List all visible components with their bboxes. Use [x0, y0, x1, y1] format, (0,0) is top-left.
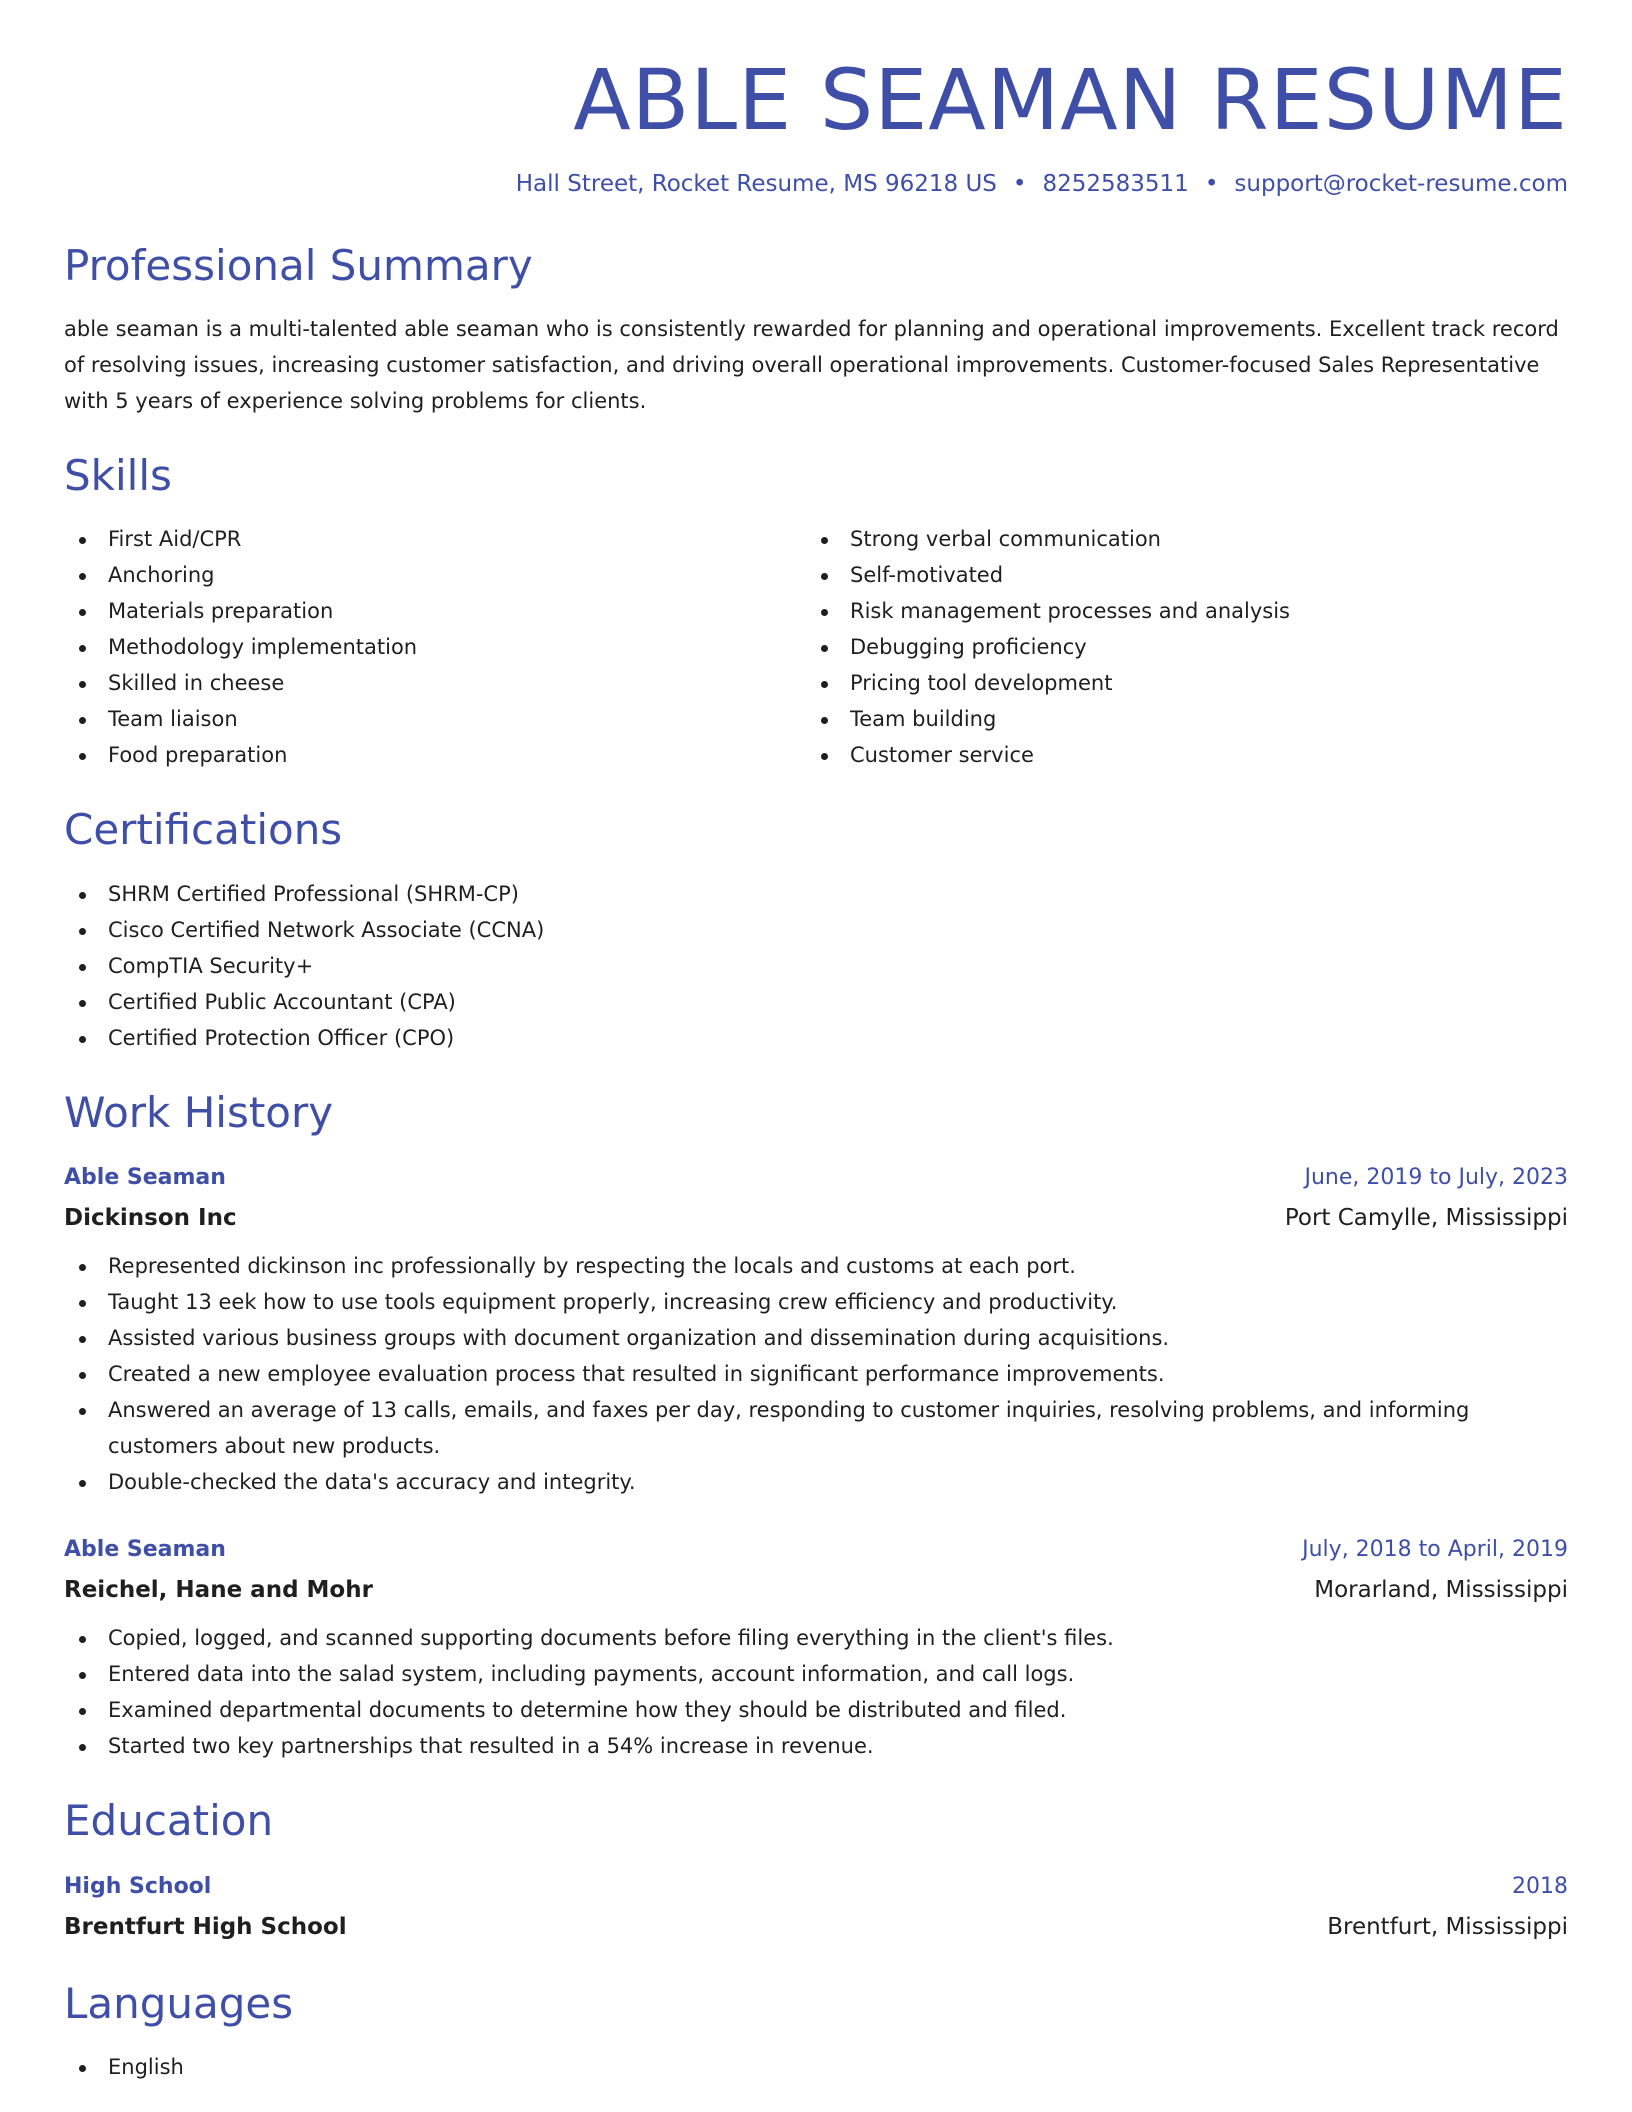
certifications-list: [64, 876, 1568, 1056]
job-bullet: Created a new employee evaluation process that resulted in significant performance improvements.: [64, 1356, 1568, 1392]
languages-heading: Languages: [64, 1978, 294, 2028]
certification-item: CompTIA Security+: [64, 948, 1568, 984]
job-company: Dickinson Inc: [64, 1205, 237, 1232]
job-bullet: Entered data into the salad system, including payments, account information, and call logs.: [64, 1656, 1568, 1692]
contact-separator: •: [1204, 170, 1219, 197]
job-bullet: Started two key partnerships that resulted in a 54% increase in revenue.: [64, 1728, 1568, 1764]
skill-item: Risk management processes and analysis: [806, 593, 1548, 629]
job-title: Able Seaman: [64, 1537, 226, 1563]
skill-item: Self-motivated: [806, 557, 1548, 593]
skills-list-left: [64, 521, 806, 773]
job-dates: July, 2018 to April, 2019: [1302, 1537, 1568, 1563]
education-degree: High School: [64, 1873, 212, 1899]
job-company-row: [64, 1198, 1568, 1238]
education-section: [64, 1796, 1568, 1946]
job-title: Able Seaman: [64, 1165, 226, 1191]
skill-item: Pricing tool development: [806, 665, 1548, 701]
education-location: Brentfurt, Mississippi: [1327, 1913, 1568, 1940]
job-bullet: Represented dickinson inc professionally by respecting the locals and customs at each port.: [64, 1248, 1568, 1284]
skill-item: Team building: [806, 701, 1548, 737]
job-entry: [64, 1158, 1568, 1500]
education-school: Brentfurt High School: [64, 1913, 347, 1940]
summary-section: [64, 241, 1568, 419]
certification-item: Cisco Certified Network Associate (CCNA): [64, 912, 1568, 948]
job-bullets: [64, 1248, 1568, 1500]
certifications-section: [64, 805, 1568, 1055]
skill-item: Debugging proficiency: [806, 629, 1548, 665]
skill-item: Team liaison: [64, 701, 806, 737]
contact-phone: 8252583511: [1042, 170, 1189, 197]
job-bullet: Taught 13 eek how to use tools equipment properly, increasing crew efficiency and productivity.: [64, 1284, 1568, 1320]
education-heading: Education: [64, 1796, 274, 1846]
job-bullet: Examined departmental documents to determine how they should be distributed and filed.: [64, 1692, 1568, 1728]
certification-item: SHRM Certified Professional (SHRM-CP): [64, 876, 1568, 912]
education-year: 2018: [1512, 1873, 1568, 1899]
certification-item: Certified Protection Officer (CPO): [64, 1020, 1568, 1056]
work-history-section: [64, 1088, 1568, 1764]
job-location: Morarland, Mississippi: [1314, 1577, 1568, 1604]
contact-line: [64, 171, 1568, 197]
job-company-row: [64, 1570, 1568, 1610]
certifications-heading: Certifications: [64, 805, 343, 855]
summary-heading: Professional Summary: [64, 240, 533, 290]
skills-section: [64, 451, 1568, 773]
contact-address: Hall Street, Rocket Resume, MS 96218 US: [515, 170, 997, 197]
resume-title: ABLE SEAMAN RESUME: [573, 51, 1568, 149]
certification-item: Certified Public Accountant (CPA): [64, 984, 1568, 1020]
skills-grid: [64, 521, 1568, 773]
languages-list: [64, 2049, 1568, 2085]
skill-item: Skilled in cheese: [64, 665, 806, 701]
work-history-heading: Work History: [64, 1087, 334, 1137]
job-header-row: [64, 1158, 1568, 1198]
languages-section: [64, 1979, 1568, 2085]
skill-item: Anchoring: [64, 557, 806, 593]
skill-item: First Aid/CPR: [64, 521, 806, 557]
job-bullet: Answered an average of 13 calls, emails, and faxes per day, responding to customer inquiries, resolving problems, and informing customers about new products.: [64, 1392, 1568, 1464]
skill-item: Materials preparation: [64, 593, 806, 629]
job-dates: June, 2019 to July, 2023: [1304, 1165, 1568, 1191]
contact-email: support@rocket-resume.com: [1234, 170, 1568, 197]
skill-item: Food preparation: [64, 737, 806, 773]
job-bullet: Double-checked the data's accuracy and integrity.: [64, 1464, 1568, 1500]
skill-item: Methodology implementation: [64, 629, 806, 665]
job-bullet: Copied, logged, and scanned supporting documents before filing everything in the client's files.: [64, 1620, 1568, 1656]
education-school-row: [64, 1907, 1568, 1947]
job-company: Reichel, Hane and Mohr: [64, 1577, 373, 1604]
job-bullets: [64, 1620, 1568, 1764]
language-item: English: [64, 2049, 1568, 2085]
education-header-row: [64, 1867, 1568, 1907]
education-entry: [64, 1867, 1568, 1947]
job-bullet: Assisted various business groups with document organization and dissemination during acquisitions.: [64, 1320, 1568, 1356]
skill-item: Customer service: [806, 737, 1548, 773]
skill-item: Strong verbal communication: [806, 521, 1548, 557]
skills-list-right: [806, 521, 1548, 773]
skills-heading: Skills: [64, 450, 172, 500]
job-entry: [64, 1530, 1568, 1764]
contact-separator: •: [1012, 170, 1027, 197]
summary-text: able seaman is a multi-talented able seaman who is consistently rewarded for planning and operational improvements. Excellent track record of resolving issues, increasing customer satisfaction, and driving overall operational improvements. Customer-focused Sales Representative with 5 years of experience solving problems for clients.: [64, 316, 1559, 413]
job-header-row: [64, 1530, 1568, 1570]
resume-page: [64, 0, 1568, 2085]
job-location: Port Camylle, Mississippi: [1284, 1205, 1568, 1232]
